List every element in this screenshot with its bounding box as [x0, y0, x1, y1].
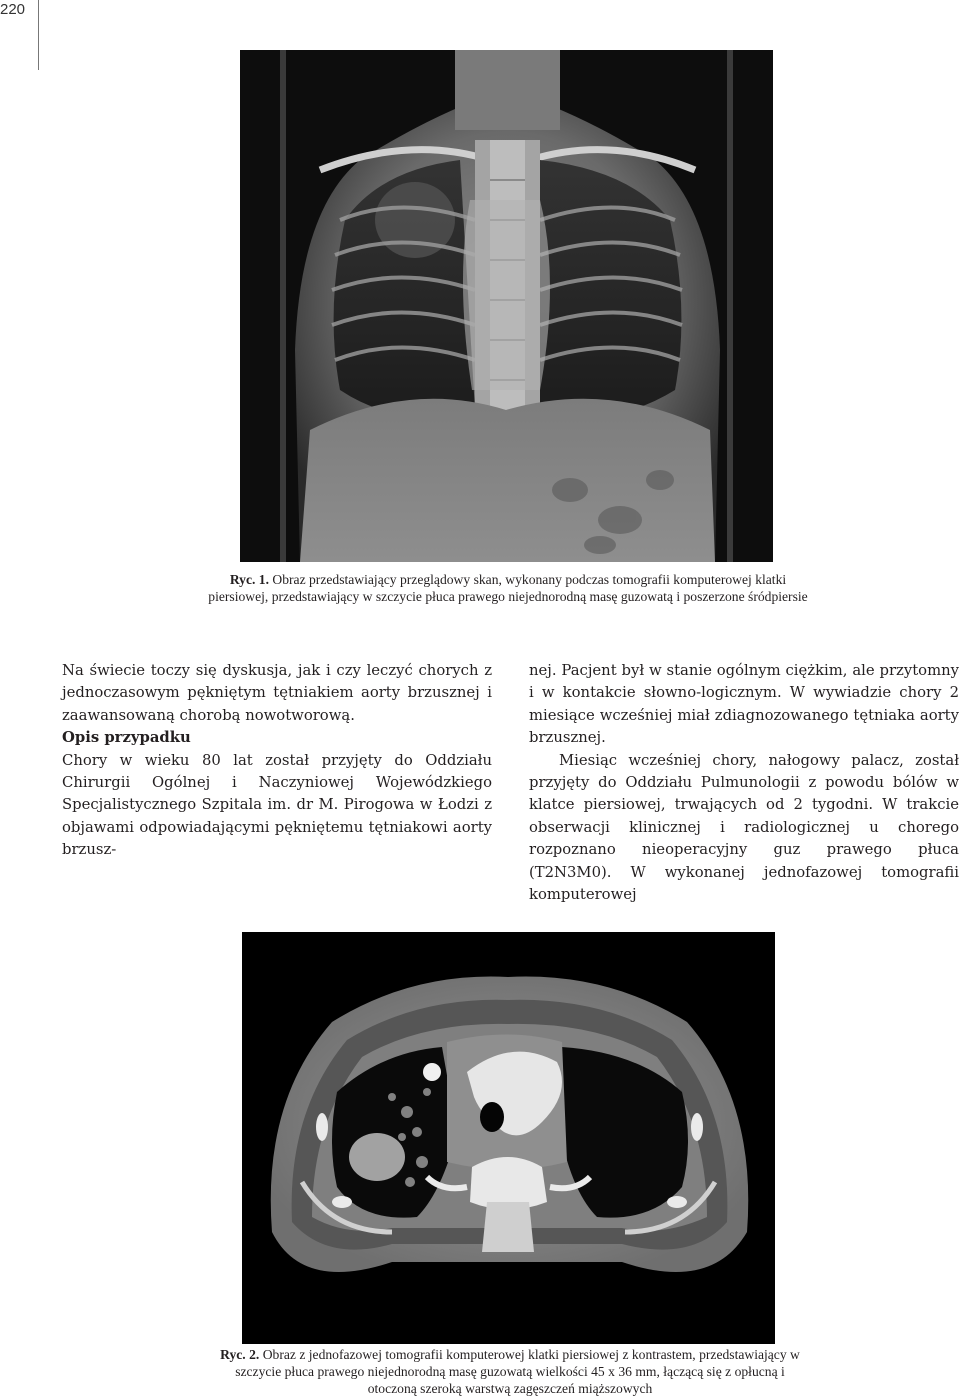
ct-scout-image — [240, 50, 773, 562]
figure1-caption-text: Obraz przedstawiający przeglądowy skan, wykonany podczas tomografii komputerowej klatki piersiowej, przedstawiający w szczycie płuca prawego niejednorodną masę guzowatą i poszerzone śródpiersie — [208, 572, 808, 604]
continuation-paragraph: nej. Pacjent był w stanie ogólnym ciężkim, ale przytomny i w kontakcie słowno-logicznym. W wywiadzie chory 2 miesiące wcześniej miał zdiagnozowanego tętniaka aorty brzusznej. — [529, 662, 959, 747]
figure2-label: Ryc. 2. — [220, 1347, 260, 1362]
figure1-label: Ryc. 1. — [229, 572, 269, 587]
figure1-caption — [200, 571, 816, 605]
page-number: 220 — [0, 1, 26, 18]
intro-paragraph: Na świecie toczy się dyskusja, jak i czy leczyć chorych z jednoczasowym pękniętym tętniakiem aorty brzusznej i zaawansowaną chorobą nowotworową. — [62, 662, 492, 724]
history-paragraph: Miesiąc wcześniej chory, nałogowy palacz, został przyjęty do Oddziału Pulmunologii z powodu bólów w klatce piersiowej, trwających od 2 tygodni. W trakcie obserwacji klinicznej i radiologicznej u chorego rozpoznano nieoperacyjny guz prawego płuca (T2N3M0). W wykonanej jednofazowej tomografii komputerowej — [529, 751, 959, 904]
right-column — [529, 660, 959, 906]
page-rule — [38, 0, 39, 70]
section-heading: Opis przypadku — [62, 729, 191, 747]
figure2-caption — [210, 1346, 810, 1397]
figure2-caption-text: Obraz z jednofazowej tomografii komputerowej klatki piersiowej z kontrastem, przedstawiający w szczycie płuca prawego niejednorodną masę guzowatą wielkości 45 x 36 mm, łączącą się z opłucną i otoczoną szeroką warstwą zagęszczeń miąższowych — [235, 1347, 800, 1396]
case-paragraph: Chory w wieku 80 lat został przyjęty do Oddziału Chirurgii Ogólnej i Naczyniowej Wojewódzkiego Specjalistycznego Szpitala im. dr M. Pirogowa w Łodzi z objawami odpowiadającymi pękniętemu tętniakowi aorty brzusz- — [62, 751, 492, 859]
ct-axial-image — [242, 932, 775, 1344]
left-column — [62, 660, 492, 862]
